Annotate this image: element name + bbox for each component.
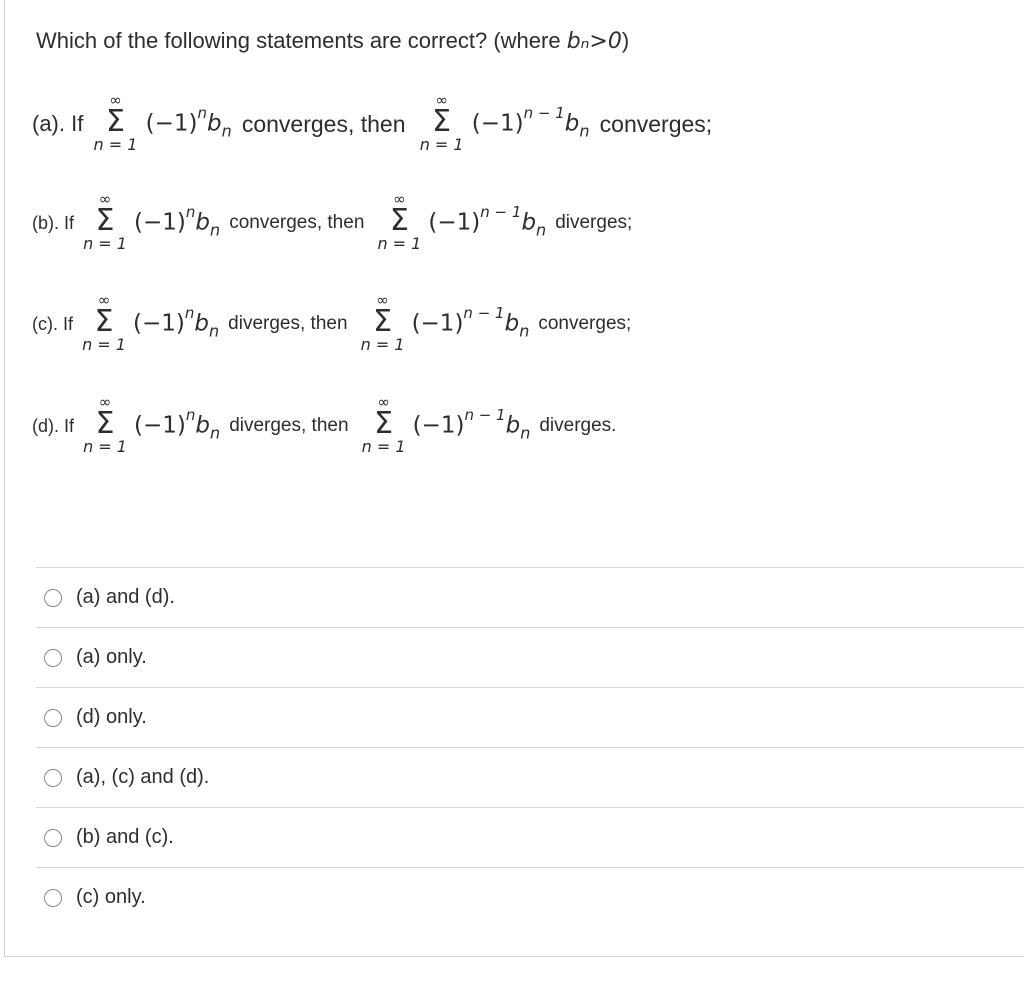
question-close: ) [621, 28, 630, 53]
radio-button[interactable] [44, 769, 62, 787]
statement-end: diverges. [539, 415, 617, 436]
statement-label: (d). If [32, 415, 75, 436]
summation-symbol: ∞ Σ n = 1 [360, 291, 405, 354]
answer-option[interactable] [36, 687, 1024, 747]
series-expression: $(-1)^nb_n$ [145, 103, 232, 141]
series-expression: $(-1)^nb_n$ [134, 202, 221, 240]
series-expression: $(-1)^{n - 1}b_n$ [412, 405, 531, 443]
radio-button[interactable] [44, 829, 62, 847]
series-expression: $(-1)^nb_n$ [134, 405, 221, 443]
answer-label: (b) and (c). [76, 826, 174, 848]
summation-symbol: ∞ Σ n = 1 [83, 393, 127, 456]
radio-button[interactable] [44, 709, 62, 727]
answer-option[interactable] [36, 567, 1024, 627]
summation-symbol: ∞ Σ n = 1 [419, 91, 464, 154]
summation-symbol: ∞ Σ n = 1 [377, 190, 422, 253]
statement-d [32, 394, 620, 458]
radio-button[interactable] [44, 589, 62, 607]
statement-middle: diverges, then [229, 415, 349, 436]
statement-label: (b). If [32, 212, 75, 233]
statement-label: (a). If [32, 111, 84, 136]
answer-option[interactable] [36, 747, 1024, 807]
statement-middle: converges, then [241, 110, 406, 137]
answer-options [36, 567, 1024, 927]
question-prompt: Which of the following statements are correct? (where [36, 28, 561, 53]
statement-middle: converges, then [229, 212, 365, 233]
question-condition: bₙ>0 [566, 29, 622, 54]
statement-c [32, 292, 635, 356]
summation-symbol: ∞ Σ n = 1 [361, 393, 406, 456]
answer-option[interactable] [36, 867, 1024, 927]
series-expression: $(-1)^nb_n$ [133, 303, 220, 341]
answer-option[interactable] [36, 627, 1024, 687]
radio-button[interactable] [44, 649, 62, 667]
answer-option[interactable] [36, 807, 1024, 867]
answer-label: (d) only. [76, 706, 147, 728]
statement-end: diverges; [555, 212, 633, 233]
statement-b [32, 191, 636, 255]
answer-label: (a), (c) and (d). [76, 766, 210, 788]
statement-a [32, 92, 716, 156]
summation-symbol: ∞ Σ n = 1 [82, 291, 126, 354]
answer-label: (c) only. [76, 886, 146, 908]
question-text [36, 28, 629, 54]
statement-end: converges; [538, 313, 632, 334]
answer-label: (a) only. [76, 646, 147, 668]
radio-button[interactable] [44, 889, 62, 907]
summation-symbol: ∞ Σ n = 1 [83, 190, 127, 253]
statement-end: converges; [599, 110, 713, 137]
statement-label: (c). If [32, 313, 73, 334]
series-expression: $(-1)^{n - 1}b_n$ [428, 202, 547, 240]
summation-symbol: ∞ Σ n = 1 [93, 91, 138, 154]
series-expression: $(-1)^{n - 1}b_n$ [471, 103, 590, 141]
statement-middle: diverges, then [228, 313, 348, 334]
answer-label: (a) and (d). [76, 586, 175, 608]
series-expression: $(-1)^{n - 1}b_n$ [411, 303, 530, 341]
